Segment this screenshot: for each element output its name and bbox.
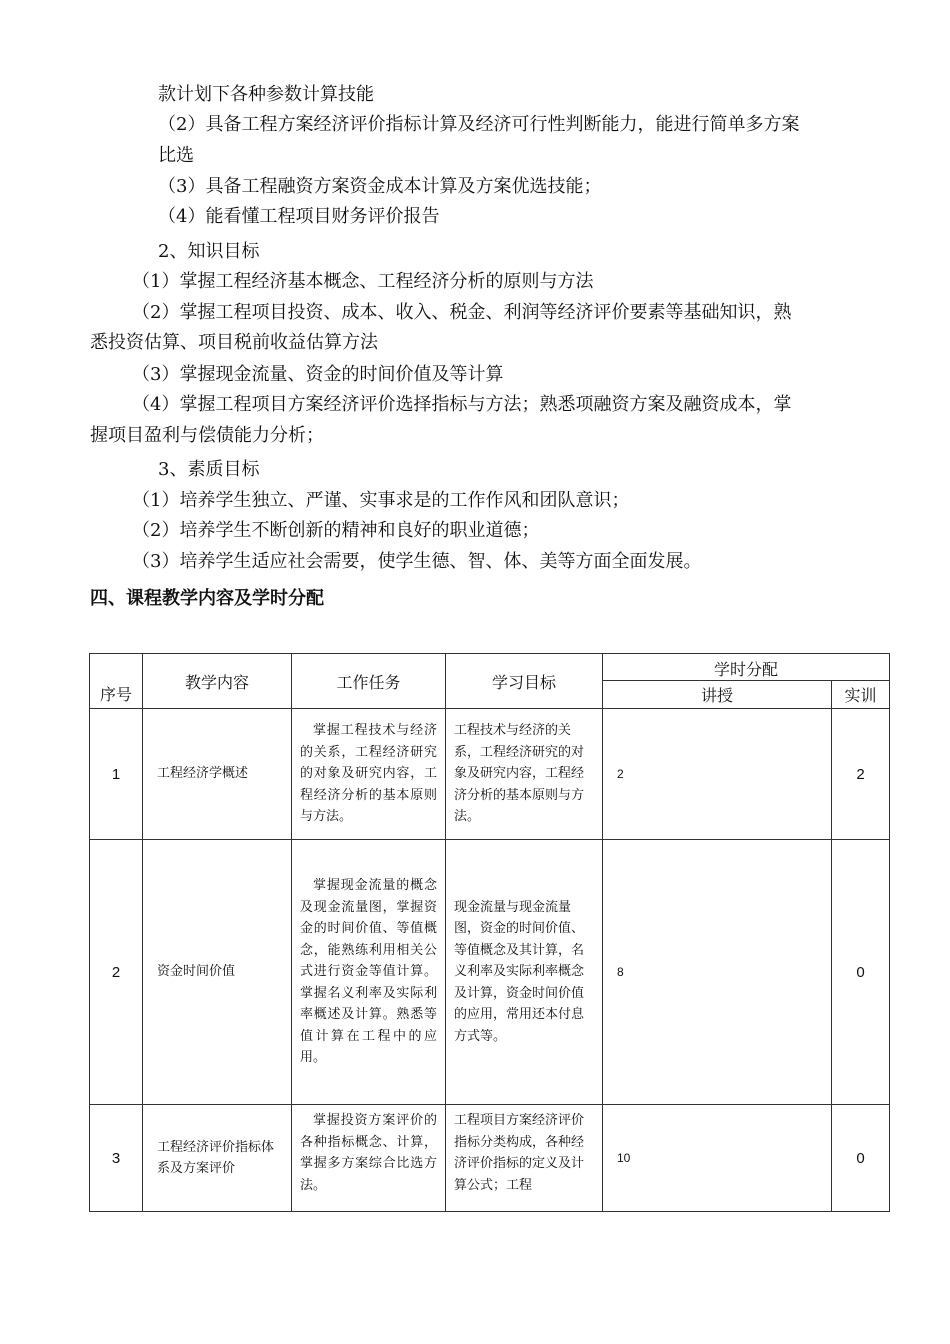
- header-practice: 实训: [832, 681, 890, 709]
- header-hours: 学时分配: [603, 654, 890, 681]
- table-row: [90, 709, 890, 840]
- row-task: 掌握投资方案评价的各种指标概念、计算，掌握多方案综合比选方法。: [292, 1105, 446, 1212]
- header-content: 教学内容: [143, 654, 292, 709]
- paragraph-line: （2）具备工程方案经济评价指标计算及经济可行性判断能力，能进行简单多方案: [158, 114, 800, 135]
- header-task: 工作任务: [292, 654, 446, 709]
- table-row: [90, 1105, 890, 1212]
- paragraph-line: 悉投资估算、项目税前收益估算方法: [90, 332, 378, 353]
- row-content: 工程经济学概述: [143, 709, 292, 840]
- row-lecture: 10: [603, 1105, 832, 1212]
- row-goal: 现金流量与现金流量图，资金的时间价值、等值概念及其计算，名义利率及实际利率概念及计算，资金时间价值的应用，常用还本付息方式等。: [446, 840, 603, 1105]
- row-practice: 0: [832, 840, 890, 1105]
- row-task: 掌握工程技术与经济的关系，工程经济研究的对象及研究内容，工程经济分析的基本原则与方法。: [292, 709, 446, 840]
- course-hours-table: [89, 653, 890, 1212]
- row-seq: 3: [90, 1105, 143, 1212]
- paragraph-line: （4）掌握工程项目方案经济评价选择指标与方法；熟悉项融资方案及融资成本，掌: [132, 394, 792, 415]
- paragraph-line: （1）培养学生独立、严谨、实事求是的工作作风和团队意识；: [132, 490, 630, 511]
- paragraph-line: （2）掌握工程项目投资、成本、收入、税金、利润等经济评价要素等基础知识，熟: [132, 302, 792, 323]
- row-lecture: 2: [603, 709, 832, 840]
- row-seq: 1: [90, 709, 143, 840]
- row-content: 资金时间价值: [143, 840, 292, 1105]
- subsection-title: 2、知识目标: [158, 241, 260, 262]
- section-heading: 四、课程教学内容及学时分配: [90, 588, 324, 609]
- subsection-title: 3、素质目标: [158, 459, 260, 480]
- row-goal: 工程项目方案经济评价指标分类构成，各种经济评价指标的定义及计算公式；工程: [446, 1105, 603, 1212]
- paragraph-line: 款计划下各种参数计算技能: [158, 84, 374, 105]
- row-seq: 2: [90, 840, 143, 1105]
- paragraph-line: （3）掌握现金流量、资金的时间价值及等计算: [132, 364, 504, 385]
- row-task: 掌握现金流量的概念及现金流量图，掌握资金的时间价值、等值概念，能熟练利用相关公式进行资金等值计算。掌握名义利率及实际利率概述及计算。熟悉等值计算在工程中的应用。: [292, 840, 446, 1105]
- header-lecture: 讲授: [603, 681, 832, 709]
- table-row: [90, 840, 890, 1105]
- header-seq: 序号: [90, 654, 143, 709]
- row-practice: 0: [832, 1105, 890, 1212]
- paragraph-line: （3）具备工程融资方案资金成本计算及方案优选技能；: [158, 176, 602, 197]
- row-content: 工程经济评价指标体系及方案评价: [143, 1105, 292, 1212]
- row-goal: 工程技术与经济的关系，工程经济研究的对象及研究内容，工程经济分析的基本原则与方法。: [446, 709, 603, 840]
- paragraph-line: （2）培养学生不断创新的精神和良好的职业道德；: [132, 520, 540, 541]
- paragraph-line: 比选: [158, 145, 194, 166]
- paragraph-line: （3）培养学生适应社会需要，使学生德、智、体、美等方面全面发展。: [132, 551, 702, 572]
- paragraph-line: （4）能看懂工程项目财务评价报告: [158, 206, 440, 227]
- paragraph-line: 握项目盈利与偿债能力分析；: [90, 425, 324, 446]
- row-lecture: 8: [603, 840, 832, 1105]
- row-practice: 2: [832, 709, 890, 840]
- paragraph-line: （1）掌握工程经济基本概念、工程经济分析的原则与方法: [132, 271, 594, 292]
- header-goal: 学习目标: [446, 654, 603, 709]
